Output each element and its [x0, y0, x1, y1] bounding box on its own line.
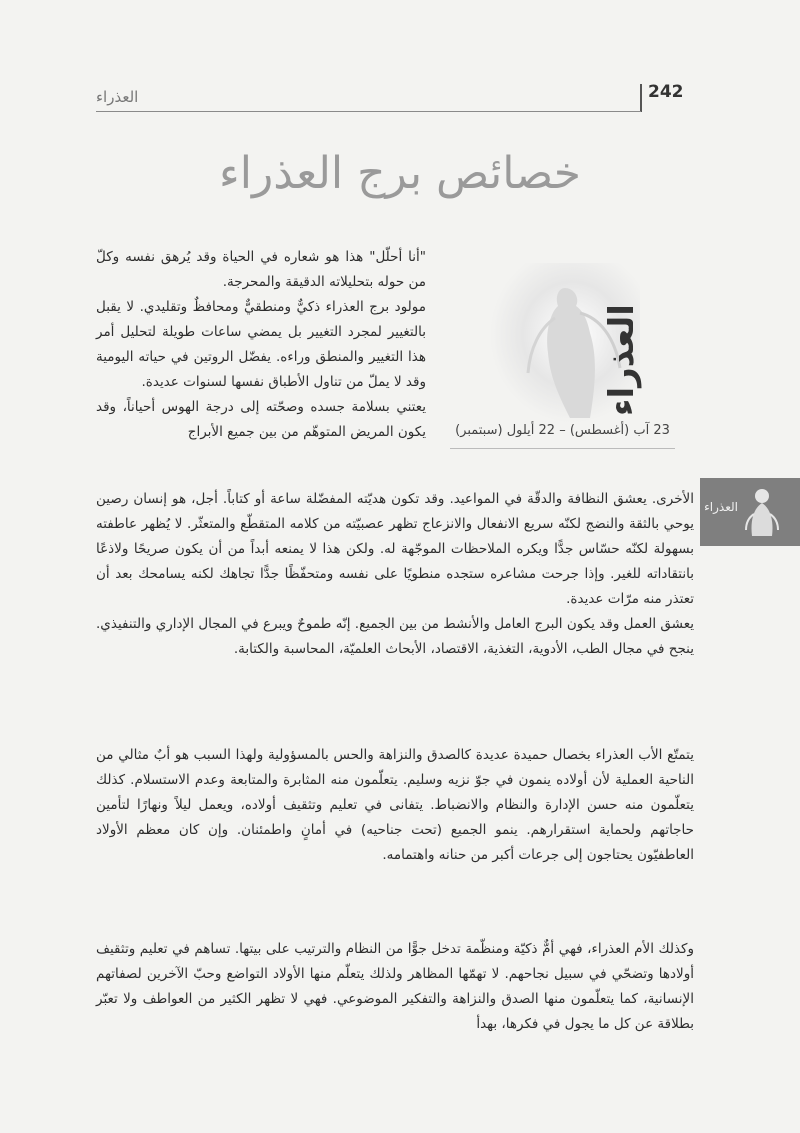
chapter-title: خصائص برج العذراء	[219, 148, 581, 199]
intro-paragraph: مولود برج العذراء ذكيٌّ ومنطقيٌّ ومحافظٌ وتقليدي. لا يقبل بالتغيير لمجرد التغيير بل يمضي ساعات طويلة لتحليل أمر هذا التغيير والمنطق وراءه. يفضّل الروتين في حياته اليومية وقد لا يملّ من تناول الأطباق نفسها لسنوات عديدة.	[96, 299, 426, 390]
sign-name-vertical	[602, 300, 642, 420]
body-section-father	[96, 743, 694, 868]
body-paragraph: الأخرى. يعشق النظافة والدقّة في المواعيد. وقد تكون هديّته المفضّلة ساعة أو كتاباً. أجل، هو إنسان رصين يوحي بالثقة والنضج لكنّه سريع الانفعال والانزعاج تظهر عصبيّته من كلامه المتقطّع والمتعثّر. لا يُظهر عاطفته بسهولة لكنّه حسّاس جدًّا ويكره الملاحظات الموجّهة له. ولكن هذا لا يمنعه أبداً من أن يكون صريحًا ولاذعًا بانتقاداته للغير. وإذا جرحت مشاعره ستجده منطويًا على نفسه ومتحفّظًا جدًّا تجاهك لكنه يسامحك بعد أن تعتذر منه مرّات عديدة.	[96, 491, 694, 607]
body-paragraph: وكذلك الأم العذراء، فهي أمٌّ ذكيّة ومنظّمة تدخل جوًّا من النظام والترتيب على بيتها. تساهم في تعليم وتثقيف أولادها وتضحّي في سبيل نجاحهم. لا تهمّها المظاهر ولذلك يتعلّم منها الأولاد التواضع وحبّ الآخرين لصفاتهم الإنسانية، كما يتعلّمون منها الصدق والنزاهة والتفكير الموضوعي. فهي لا تظهر الكثير من العواطف ولا تعبّر بطلاقة عن كل ما يجول في فكرها، بهدأ	[96, 941, 694, 1032]
caption-rule	[450, 448, 675, 449]
header-horizontal-rule	[96, 111, 641, 112]
page-number: 242	[648, 82, 684, 102]
intro-paragraph: يعتني بسلامة جسده وصحّته إلى درجة الهوس أحياناً، وقد يكون المريض المتوهّم من بين جميع الأبراج	[96, 399, 426, 440]
sign-name-text: العذراء	[602, 304, 642, 416]
intro-column	[96, 245, 426, 445]
side-tab-label: العذراء	[704, 500, 738, 514]
body-section-mother	[96, 937, 694, 1037]
date-range-caption: 23 آب (أغسطس) – 22 أيلول (سبتمبر)	[455, 423, 670, 438]
body-paragraph: يتمتّع الأب العذراء بخصال حميدة عديدة كالصدق والنزاهة والحس بالمسؤولية ولهذا السبب هو أبٌ مثالي من الناحية العملية لأن أولاده ينمون في جوّ نزيه وسليم. يتعلّمون منه المثابرة والمتابعة وعدم الاستسلام. كذلك يتعلّمون منه حسن الإدارة والنظام والانضباط. يتفانى في تعليم وتثقيف أولاده، ويعمل ليلاً ونهارًا لتأمين حاجاتهم ولحماية استقرارهم. ينمو الجميع (تحت جناحيه) في أمانٍ واطمئنان. وإن كان معظم الأولاد العاطفيّون يحتاجون إلى جرعات أكبر من حنانه واهتمامه.	[96, 747, 694, 863]
virgo-icon	[740, 484, 784, 544]
intro-paragraph: "أنا أحلّل" هذا هو شعاره في الحياة وقد يُرهق نفسه وكلّ من حوله بتحليلاته الدقيقة والمحرجة.	[96, 249, 426, 290]
header-vertical-rule	[640, 84, 642, 112]
running-title: العذراء	[96, 88, 139, 106]
body-section-traits	[96, 487, 694, 662]
body-paragraph: يعشق العمل وقد يكون البرج العامل والأنشط من بين الجميع. إنّه طموحٌ ويبرع في المجال الإداري والتنفيذي. ينجح في مجال الطب، الأدوية، التغذية، الاقتصاد، الأبحاث العلميّة، المحاسبة والكتابة.	[96, 616, 694, 657]
